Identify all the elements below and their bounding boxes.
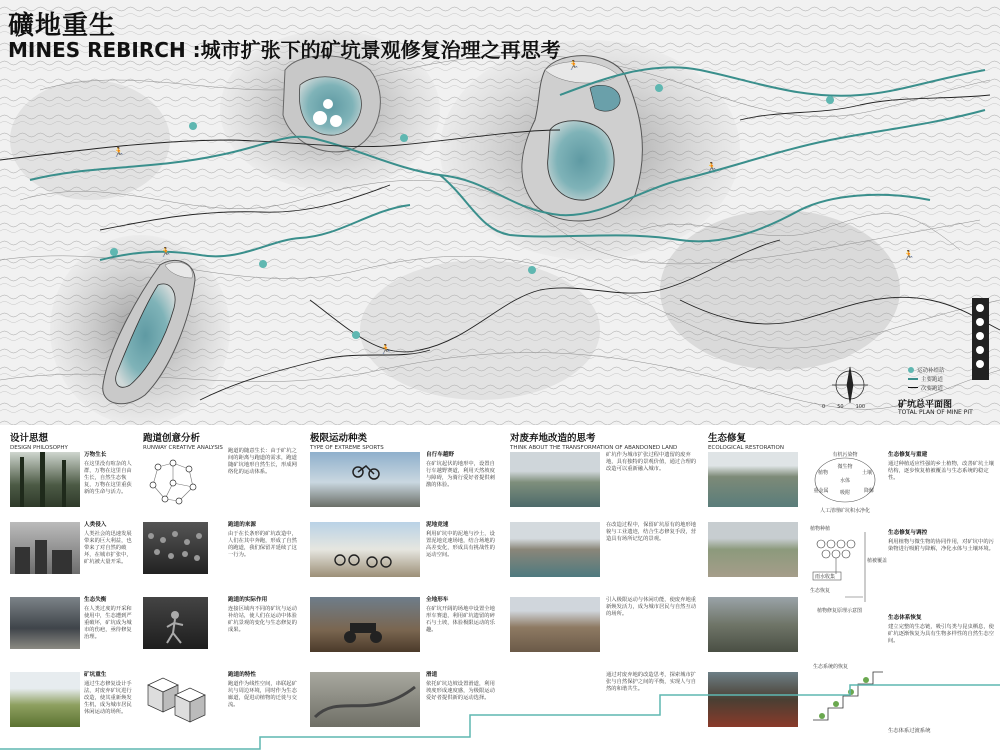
runway-text-2: 跑道的来源 由于在长条形的矿坑改造中，人们在其中奔跑，形成了自然的跑道，我们保留并延续了这一行为。 [228, 522, 297, 558]
photo-atv [310, 597, 420, 652]
philosophy-text-2: 人类侵入 人类社会的迅速发展带来的巨大利益，也带来了对自然的破坏，在城市扩张中，矿坑被大量开采。 [84, 522, 132, 566]
plan-subtitle: TOTAL PLAN OF MINE PIT [898, 409, 973, 416]
svg-text:植物: 植物 [817, 470, 829, 476]
sports-text-4: 滑道 依托矿坑边坡设置滑道，利用坡度形成速度感，为极限运动爱好者提供新的运动选择。 [426, 672, 495, 701]
runway-text-1: 跑道的随意生长：由于矿坑之间的距离与跑道的需求，跑道随矿坑地形自然生长，形成网络化的运动体系。 [228, 448, 297, 476]
runway-network-diagram [143, 455, 203, 510]
svg-text:降解: 降解 [863, 488, 875, 494]
svg-text:植被覆盖: 植被覆盖 [867, 558, 888, 564]
section-design-philosophy: 设计思想 DESIGN PHILOSOPHY [10, 433, 68, 451]
transform-text-2: 在改造过程中，保留矿坑原有的地形地貌与工业遗迹，结合生态修复手段，营造具有场所记忆的景观。 [606, 522, 697, 543]
sports-text-3: 全地形车 在矿坑开阔的场地中设置全地形车赛道，利用矿坑遗留的碎石与土坡，体验极限运动的乐趣。 [426, 597, 495, 633]
svg-text:人工清理矿坑积水净化: 人工清理矿坑积水净化 [819, 508, 871, 514]
legend-item-secondary-track: 次要跑道 [908, 383, 945, 392]
svg-text:🏃: 🏃 [568, 61, 580, 71]
pin-icon [908, 367, 914, 373]
svg-text:有机污染物: 有机污染物 [832, 452, 858, 458]
svg-text:🏃: 🏃 [380, 345, 392, 355]
sports-text-1: 自行车越野 在矿坑起伏的地形中，设置自行车越野赛道，利用天然坡度与障碍，为骑行爱好者提供刺激的体验。 [426, 452, 495, 488]
svg-text:生态恢复: 生态恢复 [810, 588, 831, 594]
photo-crowd [143, 522, 208, 574]
photo-dirt-race [310, 522, 420, 577]
ecology-cycle-diagram [805, 448, 885, 516]
photo-eco-2 [708, 522, 798, 577]
transform-text-3: 引入极限运动与休闲功能，使废弃地重新焕发活力，成为城市居民与自然互动的场所。 [606, 597, 697, 618]
svg-text:微生物: 微生物 [837, 464, 853, 470]
photo-abandoned-pit-2 [510, 522, 600, 577]
photo-bike-jump [310, 452, 420, 507]
svg-text:水体: 水体 [839, 478, 851, 484]
philosophy-text-4: 矿坑重生 通过生态修复设计手法，对废弃矿坑进行改造，使其重新焕发生机，成为城市居民休闲运动的场所。 [84, 672, 132, 716]
sports-text-2: 泥地竞速 利用矿坑中的泥地与沙土，设置泥地竞速场地，结合场地的高差变化，形成具有挑战性的运动空间。 [426, 522, 495, 558]
svg-text:雨水收集: 雨水收集 [815, 574, 836, 580]
section-ecological-restoration: 生态修复 ECOLOGICAL RESTORATION [708, 433, 784, 451]
bottom-decor-line [0, 655, 1000, 750]
svg-text:土壤: 土壤 [861, 470, 873, 476]
plan-title: 矿坑总平面图 [898, 400, 953, 410]
page-title: 礦地重生 [8, 11, 117, 41]
ecology-text-2: 生态修复与调控 利用植物与微生物的协同作用，对矿坑中的污染物进行吸附与降解，净化水体与土壤环境。 [888, 530, 994, 552]
photo-eco-3 [708, 597, 798, 652]
svg-text:🏃: 🏃 [903, 251, 915, 261]
svg-text:重金属: 重金属 [813, 488, 829, 494]
photo-eco-1 [708, 452, 798, 507]
philosophy-text-3: 生态失衡 在人类过度的开采和使用中，生态遭到严重破坏，矿坑成为城市的伤疤，亟待修复治理。 [84, 597, 132, 641]
scale-bar: 0 50 100 [822, 404, 866, 410]
ecology-plant-diagram [805, 522, 888, 617]
photo-abandoned-pit-3 [510, 597, 600, 652]
svg-text:植物修复原理示意图: 植物修复原理示意图 [817, 608, 863, 614]
photo-forest [10, 452, 80, 507]
map-icon-legend-column [972, 298, 989, 380]
photo-abandoned-pit-1 [510, 452, 600, 507]
runway-text-3: 跑道的实际作用 连接区域内不同的矿坑与运动补给站，使人们在运动中体验矿坑景观的变化与生态修复的成果。 [228, 597, 297, 633]
transform-text-4: 通过对废弃地的改造思考，探索城市扩张与自然保护之间的平衡，实现人与自然的和谐共生。 [606, 672, 697, 693]
svg-text:植物种植: 植物种植 [810, 526, 831, 532]
svg-text:吸附: 吸附 [839, 490, 851, 496]
runway-text-4: 跑道的特性 跑道作为线性空间，串联起矿坑与周边环境，同时作为生态廊道，促进动植物的迁徙与交流。 [228, 672, 297, 708]
legend-item-main-track: 主要跑道 [908, 374, 945, 383]
map-legend [908, 365, 945, 392]
svg-text:🏃: 🏃 [706, 163, 718, 173]
ecology-footer-caption: 生态体系过渡系统 [888, 728, 931, 734]
ecology-text-1: 生态修复与重建 通过种植适应性强的乡土植物，改善矿坑土壤结构，逐步恢复植被覆盖与生态系统的稳定性。 [888, 452, 994, 481]
page-subtitle: MINES REBIRCH :城市扩张下的矿坑景观修复治理之再思考 [8, 38, 561, 62]
svg-text:生态系统的恢复: 生态系统的恢复 [813, 664, 849, 670]
ecology-text-3: 生态体系恢复 建立完整的生态链，吸引鸟类与昆虫栖息，使矿坑逐渐恢复为具有生物多样性的自然生态空间。 [888, 615, 994, 644]
photo-eco-imbalance [10, 597, 80, 649]
legend-item-supply: 运动补给站 [908, 365, 945, 374]
transform-text-1: 矿坑作为城市扩张过程中遗留的废弃地，具有独特的景观价值，通过合理的改造可以重新融入城市。 [606, 452, 697, 473]
svg-text:🏃: 🏃 [113, 148, 125, 158]
svg-text:🏃: 🏃 [160, 248, 172, 258]
philosophy-text-1: 万物生长 在这里没有喧杂的人群，万物在这里自由生长，自然生态恢复，万物在这里重获新的生命与活力。 [84, 452, 132, 496]
photo-human-invasion [10, 522, 80, 574]
photo-runner-silhouette [143, 597, 208, 649]
section-runway-analysis: 跑道创意分析 RUNWAY CREATIVE ANALYSIS [143, 433, 223, 451]
section-extreme-sports: 极限运动种类 TYPE OF EXTREME SPORTS [310, 433, 384, 451]
section-abandoned-land: 对废弃地改造的思考 THINK ABOUT THE TRANSFORMATION OF ABANDONED LAND [510, 433, 678, 451]
